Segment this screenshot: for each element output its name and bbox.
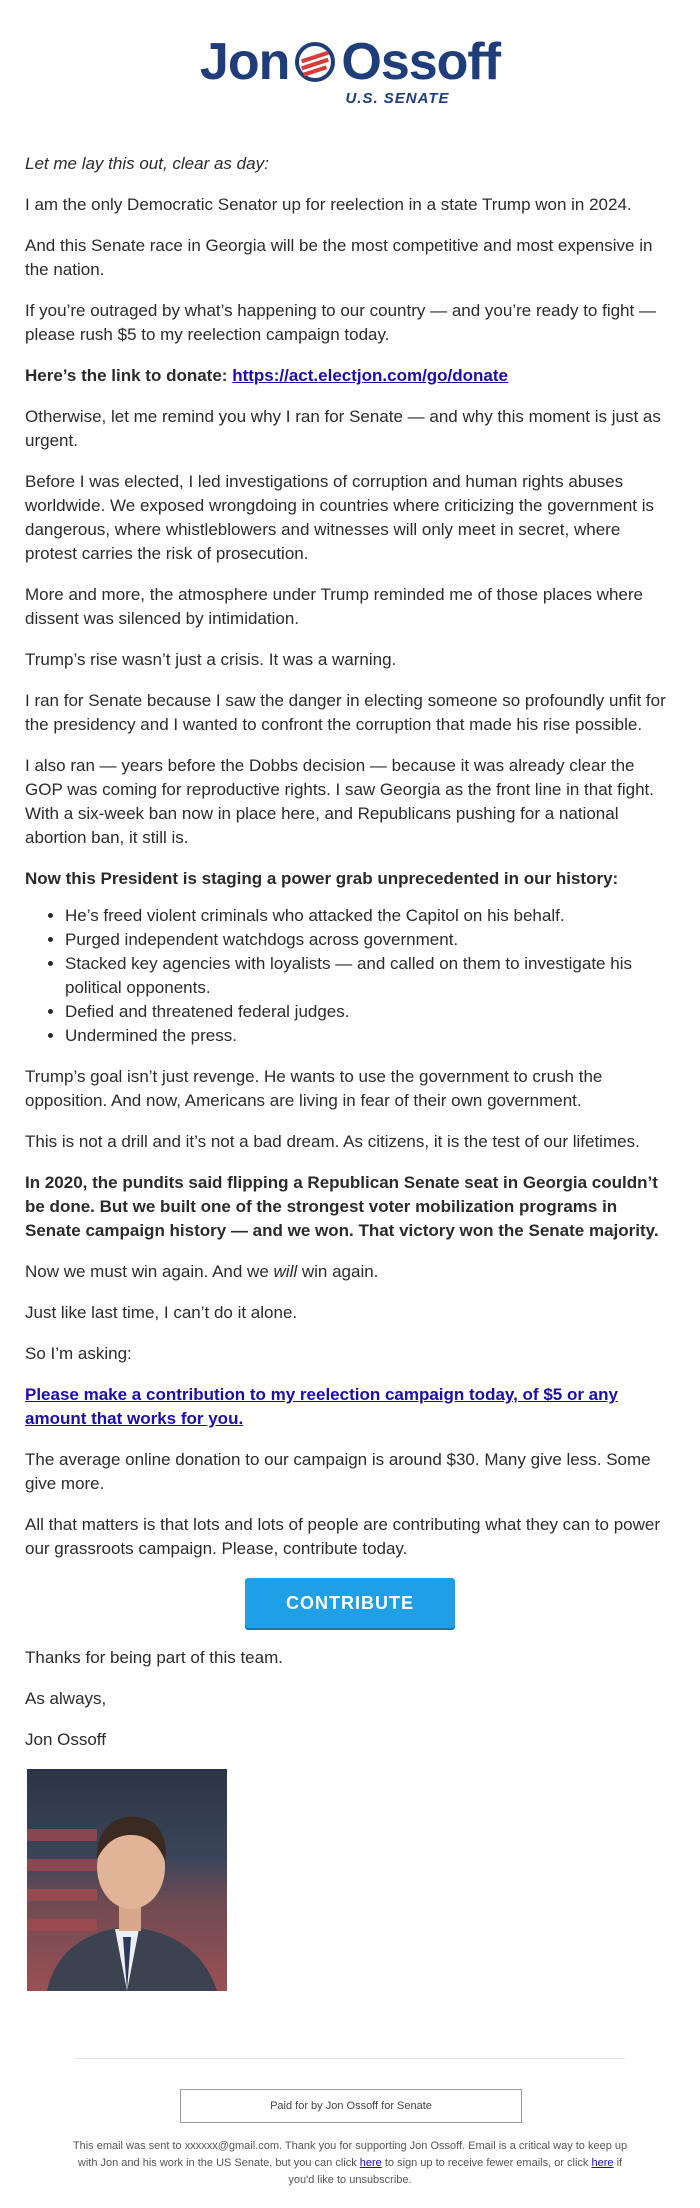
portrait-illustration [27,1769,227,1991]
list-item: • Undermined the press. [65,1024,675,1048]
emphasis: will [273,1262,298,1281]
footer-note [70,2138,630,2189]
footer-text: to sign up to receive fewer emails, or click [381,2157,592,2169]
email-body [25,152,675,1991]
paragraph: Trump’s goal isn’t just revenge. He wants to use the government to crush the opposition. And now, Americans are living in fear of their own government. [25,1067,603,1110]
paragraph: All that matters is that lots and lots of people are contributing what they can to power our grassroots campaign. Please, contribute today. [25,1515,661,1558]
paragraph [25,1260,675,1284]
footer-text: This email was sent to xxxxxx@gmail.com. Thank you for supporting Jon Ossoff. Email is a critical way to keep up with Jon and his work in the US Senate, but you can click [72,2140,628,2169]
paragraph: Just like last time, I can’t do it alone. [25,1303,298,1322]
signoff: As always, [25,1689,107,1708]
button-row [25,1578,675,1628]
logo-subtitle: U.S. SENATE [345,90,450,107]
donate-line [25,364,675,388]
paragraph: I ran for Senate because I saw the danger in electing someone so profoundly unfit for the presidency and I wanted to confront the corruption that made his rise possible. [25,691,666,734]
candidate-photo [27,1769,227,1991]
paragraph: Otherwise, let me remind you why I ran for Senate — and why this moment is just as urgent. [25,407,661,450]
paragraph: Thanks for being part of this team. [25,1648,283,1667]
bold-paragraph: In 2020, the pundits said flipping a Republican Senate seat in Georgia couldn’t be done. But we built one of the strongest voter mobilization programs in Senate campaign history — and we won. That victory won the Senate majority. [25,1173,659,1240]
list-item: • Purged independent watchdogs across government. [65,928,675,952]
paragraph: This is not a drill and it’s not a bad dream. As citizens, it is the test of our lifetimes. [25,1132,640,1151]
logo-last-name: Ossoff [341,33,501,91]
campaign-logo [0,32,700,107]
paragraph: I am the only Democratic Senator up for reelection in a state Trump won in 2024. [25,195,632,214]
logo-wordmark [200,32,500,92]
paragraph: I also ran — years before the Dobbs decision — because it was already clear the GOP was coming for reproductive rights. I saw Georgia as the front line in that fight. With a six-week ban now in place here, and Republicans pushing for a national abortion ban, it still is. [25,756,654,847]
list-item: • Defied and threatened federal judges. [65,1000,675,1024]
paragraph: And this Senate race in Georgia will be the most competitive and most expensive in the nation. [25,236,653,279]
text-fragment: win again. [297,1262,379,1281]
fewer-emails-link[interactable]: here [359,2157,382,2169]
paid-for-box: Paid for by Jon Ossoff for Senate [180,2089,522,2123]
paragraph: If you’re outraged by what’s happening to our country — and you’re ready to fight — please rush $5 to my reelection campaign today. [25,301,656,344]
donate-link[interactable]: https://act.electjon.com/go/donate [232,366,509,385]
paragraph: Before I was elected, I led investigations of corruption and human rights abuses worldwide. We exposed wrongdoing in countries where criticizing the government is dangerous, where whistleblowers and witnesses will only meet in secret, where protest carries the risk of prosecution. [25,472,654,563]
bullet-list [25,904,675,1048]
list-item: • He’s freed violent criminals who attacked the Capitol on his behalf. [65,904,675,928]
stripes-logo-icon [295,42,335,82]
signature: Jon Ossoff [25,1730,106,1749]
logo-first-name: Jon [199,33,290,91]
paragraph: The average online donation to our campaign is around $30. Many give less. Some give more. [25,1450,651,1493]
list-item: • Stacked key agencies with loyalists — and called on them to investigate his political opponents. [65,952,675,1000]
contribution-link[interactable]: Please make a contribution to my reelection campaign today, of $5 or any amount that works for you. [25,1385,618,1428]
paragraph: So I’m asking: [25,1344,132,1363]
ask-line [25,1383,675,1431]
paragraph: More and more, the atmosphere under Trump reminded me of those places where dissent was silenced by intimidation. [25,585,643,628]
intro-line: Let me lay this out, clear as day: [25,154,269,173]
donate-label: Here’s the link to donate: [25,366,228,385]
text-fragment: Now we must win again. And we [25,1262,274,1281]
paragraph: Trump’s rise wasn’t just a crisis. It was a warning. [25,650,397,669]
bold-heading: Now this President is staging a power grab unprecedented in our history: [25,869,619,888]
footer-divider [75,2058,625,2059]
footer-text: if you'd like to unsubscribe. [288,2157,623,2186]
unsubscribe-link[interactable]: here [591,2157,614,2169]
contribute-button[interactable]: CONTRIBUTE [245,1578,455,1628]
